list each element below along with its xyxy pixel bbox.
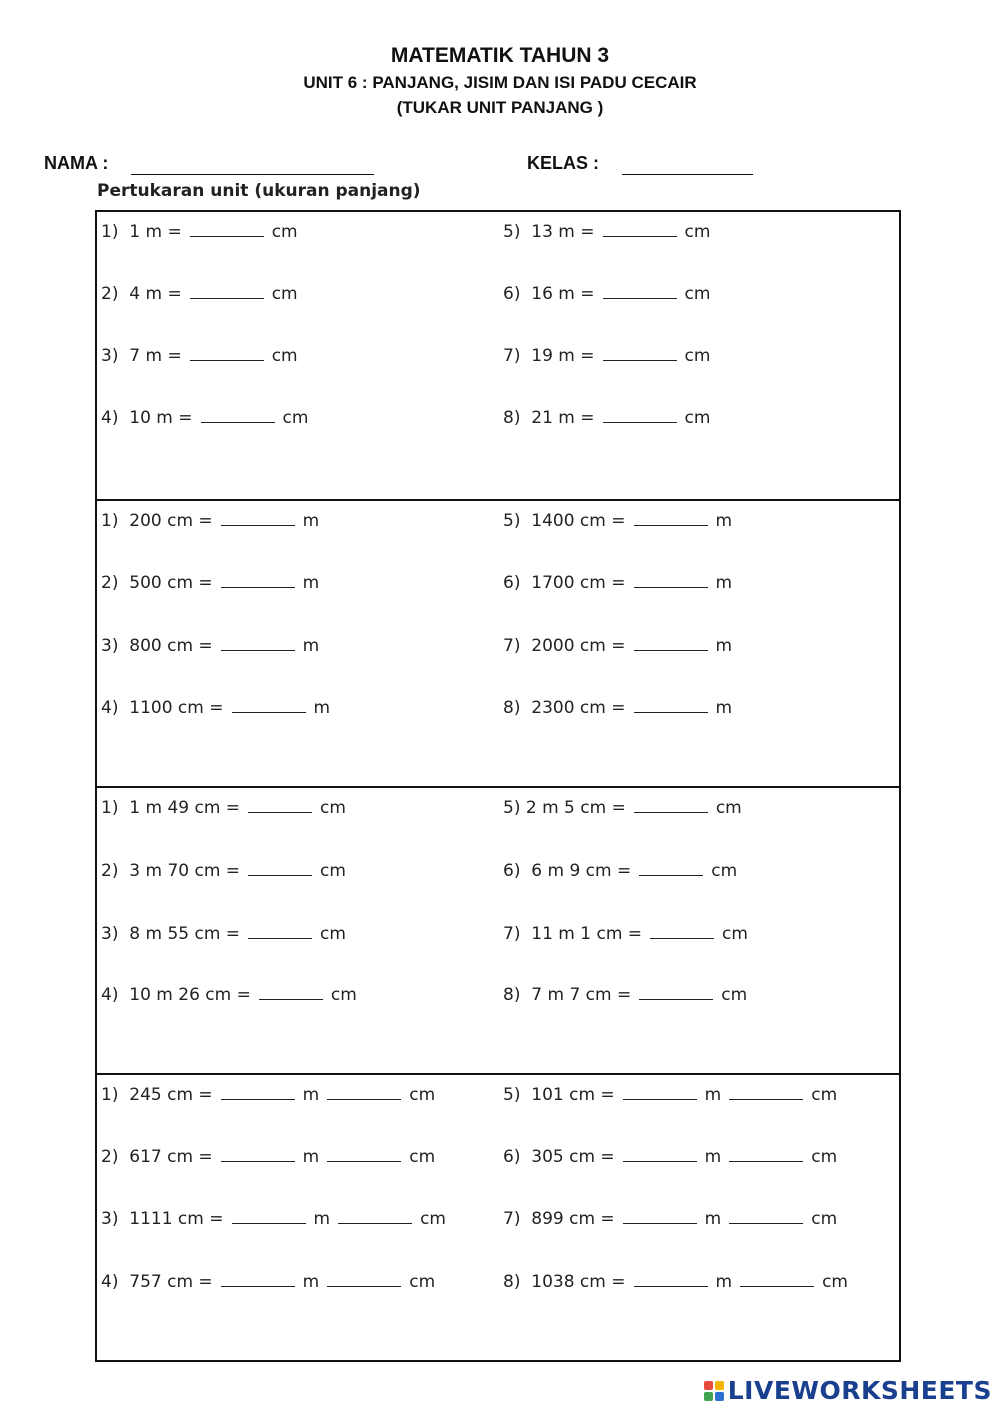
question: 8) 2300 cm = m [503, 698, 733, 718]
question: 2) 617 cm = m cm [101, 1147, 436, 1167]
question: 6) 1700 cm = m [503, 573, 733, 593]
liveworksheets-logo [704, 1376, 992, 1405]
answer-blank-m[interactable] [623, 1223, 697, 1224]
question: 1) 200 cm = m [101, 511, 320, 531]
answer-blank[interactable] [248, 938, 312, 939]
question: 7) 11 m 1 cm = cm [503, 924, 748, 944]
answer-blank[interactable] [259, 999, 323, 1000]
answer-blank-cm[interactable] [327, 1286, 401, 1287]
answer-blank-m[interactable] [623, 1161, 697, 1162]
question: 3) 8 m 55 cm = cm [101, 924, 346, 944]
question: 3) 800 cm = m [101, 636, 320, 656]
answer-blank[interactable] [603, 236, 677, 237]
answer-blank-cm[interactable] [327, 1099, 401, 1100]
worksheet-title: MATEMATIK TAHUN 3 [390, 44, 610, 67]
answer-blank[interactable] [634, 712, 708, 713]
answer-blank-m[interactable] [634, 1286, 708, 1287]
question: 4) 1100 cm = m [101, 698, 331, 718]
question: 4) 757 cm = m cm [101, 1272, 436, 1292]
logo-text: LIVEWORKSHEETS [727, 1376, 992, 1405]
question: 8) 21 m = cm [503, 408, 711, 428]
kelas-input-line[interactable] [622, 174, 753, 175]
answer-blank[interactable] [248, 812, 312, 813]
answer-blank[interactable] [639, 875, 703, 876]
question: 3) 1111 cm = m cm [101, 1209, 446, 1229]
answer-blank-cm[interactable] [338, 1223, 412, 1224]
question: 5) 1400 cm = m [503, 511, 733, 531]
question: 2) 3 m 70 cm = cm [101, 861, 346, 881]
question: 7) 899 cm = m cm [503, 1209, 838, 1229]
answer-blank[interactable] [634, 587, 708, 588]
question: 6) 16 m = cm [503, 284, 711, 304]
topic-heading: (TUKAR UNIT PANJANG ) [396, 98, 604, 117]
question: 4) 10 m 26 cm = cm [101, 985, 357, 1005]
answer-blank[interactable] [639, 999, 713, 1000]
question: 5) 2 m 5 cm = cm [503, 798, 742, 818]
answer-blank-cm[interactable] [729, 1223, 803, 1224]
section-m-cm-to-cm [97, 786, 899, 1073]
answer-blank[interactable] [221, 650, 295, 651]
section-subtitle: Pertukaran unit (ukuran panjang) [97, 181, 421, 201]
answer-blank-m[interactable] [221, 1161, 295, 1162]
exercise-box [95, 210, 901, 1362]
answer-blank[interactable] [603, 298, 677, 299]
answer-blank[interactable] [650, 938, 714, 939]
answer-blank[interactable] [201, 422, 275, 423]
section-m-to-cm [97, 212, 899, 499]
answer-blank[interactable] [248, 875, 312, 876]
question: 8) 1038 cm = m cm [503, 1272, 848, 1292]
question: 6) 305 cm = m cm [503, 1147, 838, 1167]
answer-blank-m[interactable] [221, 1099, 295, 1100]
question: 5) 101 cm = m cm [503, 1085, 838, 1105]
answer-blank[interactable] [221, 525, 295, 526]
answer-blank-cm[interactable] [327, 1161, 401, 1162]
answer-blank[interactable] [190, 236, 264, 237]
answer-blank[interactable] [603, 422, 677, 423]
question: 1) 1 m 49 cm = cm [101, 798, 346, 818]
question: 6) 6 m 9 cm = cm [503, 861, 738, 881]
question: 7) 2000 cm = m [503, 636, 733, 656]
section-cm-to-m-cm [97, 1073, 899, 1360]
answer-blank[interactable] [190, 298, 264, 299]
question: 7) 19 m = cm [503, 346, 711, 366]
kelas-label: KELAS : [527, 153, 599, 173]
logo-icon [704, 1381, 724, 1401]
answer-blank-m[interactable] [623, 1099, 697, 1100]
nama-label: NAMA : [44, 153, 109, 173]
question: 1) 245 cm = m cm [101, 1085, 436, 1105]
question: 8) 7 m 7 cm = cm [503, 985, 748, 1005]
question: 2) 4 m = cm [101, 284, 298, 304]
answer-blank-cm[interactable] [740, 1286, 814, 1287]
nama-input-line[interactable] [131, 174, 374, 175]
question: 1) 1 m = cm [101, 222, 298, 242]
question: 4) 10 m = cm [101, 408, 309, 428]
answer-blank[interactable] [190, 360, 264, 361]
section-cm-to-m [97, 499, 899, 786]
answer-blank-cm[interactable] [729, 1161, 803, 1162]
unit-heading: UNIT 6 : PANJANG, JISIM DAN ISI PADU CECAIR [303, 73, 697, 92]
answer-blank[interactable] [232, 712, 306, 713]
question: 2) 500 cm = m [101, 573, 320, 593]
question: 5) 13 m = cm [503, 222, 711, 242]
answer-blank-cm[interactable] [729, 1099, 803, 1100]
question: 3) 7 m = cm [101, 346, 298, 366]
answer-blank[interactable] [634, 650, 708, 651]
answer-blank[interactable] [634, 525, 708, 526]
answer-blank[interactable] [634, 812, 708, 813]
answer-blank[interactable] [603, 360, 677, 361]
answer-blank-m[interactable] [221, 1286, 295, 1287]
answer-blank-m[interactable] [232, 1223, 306, 1224]
answer-blank[interactable] [221, 587, 295, 588]
